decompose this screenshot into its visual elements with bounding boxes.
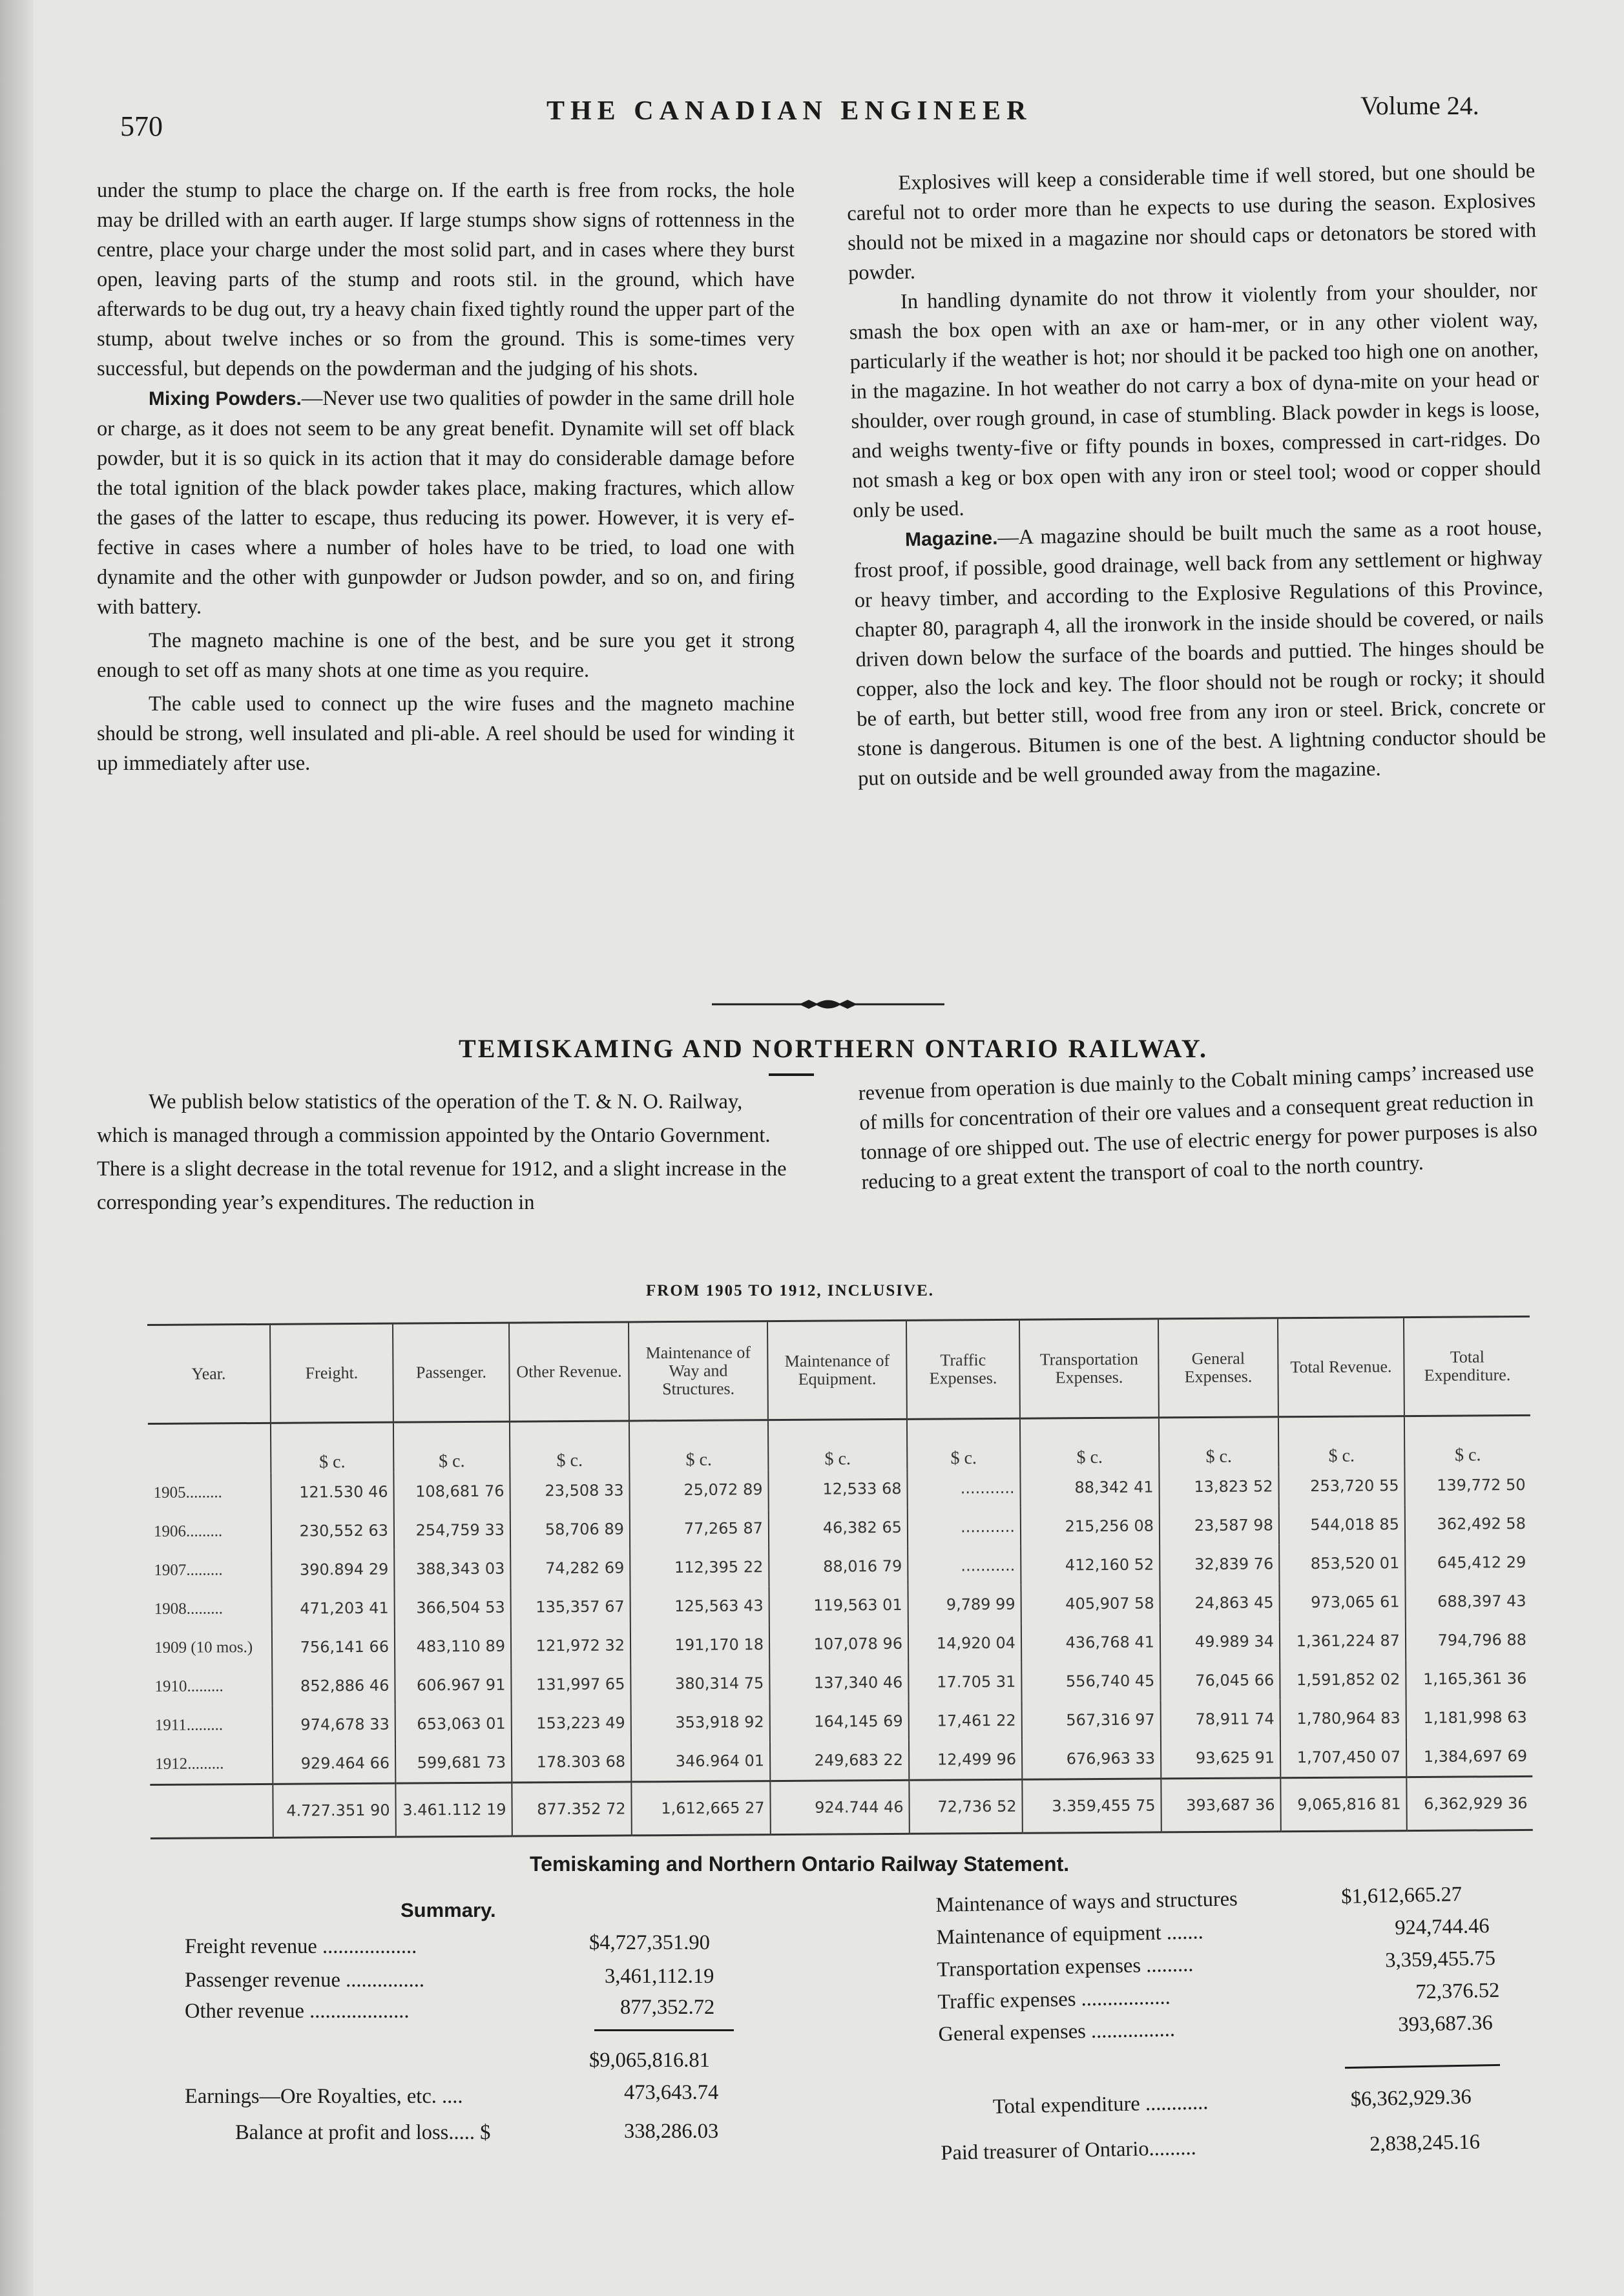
page-number: 570: [120, 110, 163, 142]
table-cell: 230,552 63: [271, 1511, 394, 1551]
table-cell: 1,591,852 02: [1280, 1660, 1406, 1699]
total-expenditure-label: Total expenditure ............: [992, 2091, 1209, 2119]
table-cell: 853,520 01: [1279, 1544, 1405, 1583]
table-cell: 1,361,224 87: [1280, 1621, 1406, 1660]
table-cell: 14,920 04: [908, 1624, 1021, 1663]
table-cell: 139,772 50: [1404, 1465, 1530, 1505]
paid-treasurer-label: Paid treasurer of Ontario.........: [941, 2136, 1197, 2165]
maint-equipment-label: Maintenance of equipment .......: [936, 1920, 1204, 1949]
table-cell: 471,203 41: [272, 1589, 395, 1628]
table-cell: $ c.: [768, 1419, 907, 1470]
table-cell: 137,340 46: [769, 1663, 908, 1702]
table-cell: 362,492 58: [1405, 1504, 1531, 1544]
traffic-label: Traffic expenses .................: [937, 1985, 1171, 2014]
table-cell: 929.464 66: [273, 1744, 395, 1784]
col-header-total-revenue: Total Revenue.: [1278, 1318, 1404, 1417]
paragraph: The cable used to connect up the wire fuses and the magneto machine should be strong, well insulated and pli-able. A reel should be used for winding it up immediately after use.: [97, 692, 795, 775]
table-cell: 756,141 66: [272, 1628, 395, 1667]
table-cell: 13,823 52: [1159, 1467, 1278, 1506]
table-cell: 676,963 33: [1022, 1739, 1161, 1779]
table-cell: ...........: [908, 1507, 1021, 1547]
table-cell: 366,504 53: [395, 1588, 511, 1628]
table-cell: 973,065 61: [1279, 1582, 1405, 1622]
table-cell: 6,362,929 36: [1406, 1776, 1533, 1830]
table-cell: 49.989 34: [1160, 1622, 1280, 1661]
table-cell: 4.727.351 90: [273, 1783, 396, 1837]
table-cell: 46,382 65: [769, 1508, 908, 1547]
table-header-row: [147, 1316, 1530, 1423]
table-cell: 645,412 29: [1405, 1543, 1531, 1582]
article-title: TEMISKAMING AND NORTHERN ONTARIO RAILWAY.: [459, 1034, 1208, 1063]
year-cell: 1907.........: [154, 1561, 223, 1579]
other-revenue-amount: 877,352.72: [620, 1996, 715, 2019]
earnings-label: Earnings—Ore Royalties, etc. ....: [185, 2085, 463, 2108]
table-cell: 12,499 96: [909, 1740, 1022, 1781]
table-cell: 25,072 89: [629, 1470, 768, 1509]
table-cell: 794,796 88: [1406, 1620, 1532, 1660]
table-cell: 556,740 45: [1021, 1661, 1160, 1701]
table-cell: 852,886 46: [272, 1666, 395, 1706]
col-header-transportation: Transportation Expenses.: [1019, 1319, 1159, 1418]
passenger-revenue-label: Passenger revenue ...............: [185, 1969, 424, 1992]
table-cell: 108,681 76: [393, 1472, 510, 1511]
paid-treasurer-amount: 2,838,245.16: [1369, 2130, 1481, 2156]
col-header-maint-equipment: Maintenance of Equipment.: [767, 1320, 907, 1420]
table-cell: ...........: [907, 1469, 1020, 1508]
table-cell: 153,223 49: [512, 1703, 631, 1743]
revenue-subtotal: $9,065,816.81: [589, 2049, 710, 2072]
year-cell: 1906.........: [153, 1522, 223, 1540]
table-cell: 688,397 43: [1405, 1582, 1531, 1621]
total-expenditure-amount: $6,362,929.36: [1350, 2085, 1472, 2111]
table-cell: 77,265 87: [630, 1509, 769, 1548]
freight-revenue-amount: $4,727,351.90: [589, 1931, 710, 1954]
table-cell: 1,165,361 36: [1406, 1659, 1532, 1699]
col-header-passenger: Passenger.: [393, 1323, 510, 1422]
table-cell: 107,078 96: [769, 1624, 908, 1664]
paragraph: under the stump to place the charge on. If the earth is free from rocks, the hole may be drilled with an earth auger. If large stumps show signs of rottenness in the centre, place your charge under the most solid part, and in cases where they burst open, leaving parts of the stump and roots stil. in the ground, which have afterwards to be dug out, try a heavy chain fixed tightly round the upper part of the stump, about twelve inches or so from the ground. This is some-times very successful, but depends on the powderman and the judging of his shots.: [97, 179, 795, 380]
balance-label: Balance at profit and loss..... $: [235, 2121, 491, 2144]
statistics-table: [147, 1316, 1533, 1839]
paragraph: The magneto machine is one of the best, and be sure you get it strong enough to set off as many shots at one time as you require.: [97, 629, 795, 682]
table-cell: 253,720 55: [1278, 1466, 1404, 1505]
table-cell: 380,314 75: [630, 1664, 769, 1703]
table-cell: 974,678 33: [273, 1705, 395, 1744]
table-cell: 254,759 33: [394, 1511, 510, 1550]
table-cell: 599,681 73: [395, 1743, 512, 1784]
paragraph: In handling dynamite do not throw it violently from your shoulder, nor smash the box open with an axe or ham-mer, or in any other violent way, particularly if the weather is hot; nor should it be packed too high one on another, in the magazine. In hot weather do not carry a box of dyna-mite on your head or shoulder, over rough ground, in case of stumbling. Black powder in kegs is loose, and weighs twenty-five or fifty pounds in boxes, compressed in cart-ridges. Do not smash a keg or box open with any iron or steel tool; wood or copper should only be used.: [849, 278, 1541, 522]
traffic-amount: 72,376.52: [1415, 1978, 1500, 2004]
journal-title: THE CANADIAN ENGINEER: [547, 96, 1032, 126]
table-cell: 924.744 46: [770, 1780, 910, 1834]
intro-right: revenue from operation is due mainly to the Cobalt mining camps’ increased use of mills for concentration of their ore values and a consequent great reduction in tonnage of ore shipped out. The use of electric energy for power purposes is also reducing to a great extent the transport of coal to the north country.: [858, 1058, 1538, 1194]
balance-amount: 338,286.03: [624, 2120, 719, 2143]
table-cell: 76,045 66: [1160, 1660, 1280, 1700]
table-cell: 78,911 74: [1161, 1699, 1280, 1739]
table-cell: 567,316 97: [1022, 1700, 1161, 1739]
table-cell: $ c.: [271, 1422, 393, 1473]
table-cell: 412,160 52: [1021, 1545, 1160, 1584]
table-cell: $ c.: [1020, 1418, 1159, 1469]
col-header-other-revenue: Other Revenue.: [509, 1322, 629, 1422]
year-cell: 1912.........: [155, 1755, 224, 1773]
col-header-general: General Expenses.: [1158, 1318, 1278, 1418]
year-cell: 1905.........: [153, 1484, 222, 1502]
transportation-label: Transportation expenses .........: [937, 1952, 1194, 1981]
table-cell: 32,839 76: [1160, 1544, 1279, 1584]
col-header-freight: Freight.: [270, 1323, 393, 1423]
table-cell: 131,997 65: [511, 1664, 630, 1704]
col-header-maint-way: Maintenance of Way and Structures.: [629, 1321, 768, 1421]
maint-ways-label: Maintenance of ways and structures: [935, 1887, 1238, 1917]
table-cell: 178.303 68: [512, 1742, 631, 1783]
totals-row: [150, 1776, 1532, 1838]
year-cell: 1910.........: [154, 1677, 224, 1695]
table-cell: 249,683 22: [770, 1741, 909, 1781]
table-cell: $ c.: [629, 1420, 768, 1471]
year-cell: 1909 (10 mos.): [154, 1639, 253, 1657]
freight-revenue-label: Freight revenue ..................: [185, 1935, 417, 1958]
table-cell: 121,972 32: [511, 1626, 630, 1665]
table-cell: 436,768 41: [1021, 1622, 1160, 1662]
table-cell: 877.352 72: [512, 1782, 632, 1836]
table-cell: 1,384,697 69: [1406, 1737, 1532, 1777]
table-cell: 1,780,964 83: [1280, 1699, 1406, 1738]
summary-title: Summary.: [401, 1899, 496, 1921]
table-cell: 393,687 36: [1161, 1778, 1281, 1832]
table-cell: 405,907 58: [1021, 1584, 1160, 1623]
table-cell: 1,181,998 63: [1406, 1698, 1532, 1737]
intro-left: [97, 1085, 795, 1219]
transportation-amount: 3,359,455.75: [1384, 1946, 1496, 1972]
table-cell: $ c.: [1278, 1416, 1404, 1467]
table-cell: 88,342 41: [1020, 1467, 1159, 1507]
run-in-heading: Magazine.: [904, 527, 998, 551]
general-label: General expenses ................: [938, 2018, 1176, 2046]
table-cell: 390.894 29: [271, 1550, 394, 1589]
col-header-year: Year.: [147, 1324, 271, 1423]
intro-left-text: We publish below statistics of the operation of the T. & N. O. Railway, which is managed through a commission appointed by the Ontario Government. There is a slight decrease in the total revenue for 1912, and a slight increase in the corresponding year’s expenditures. The reduction in: [97, 1090, 787, 1214]
title-rule: [769, 1073, 814, 1076]
table-cell: ...........: [908, 1546, 1021, 1586]
year-cell: [150, 1784, 273, 1838]
table-cell: 125,563 43: [630, 1586, 769, 1626]
right-column: [846, 156, 1546, 794]
paragraph-mixing-powders: [97, 384, 795, 622]
paragraph-text: —Never use two qualities of powder in the same drill hole or charge, as it does not seem to be any great benefit. Dynamite will set off black powder, but it is so quick in its action that it may do considerable damage before the total ignition of the black powder takes place, making fractures, which allow the gases of the latter to escape, thus reducing its power. However, it is very ef-fective in cases where a number of holes have to be tried, to load one with dynamite and the other with gunpowder or Judson powder, and so on, and firing with battery.: [97, 387, 795, 619]
table-cell: 388,343 03: [394, 1549, 510, 1589]
table-cell: 23,508 33: [510, 1471, 629, 1510]
table-cell: 544,018 85: [1279, 1505, 1405, 1544]
table-cell: 1,612,665 27: [631, 1781, 771, 1836]
earnings-amount: 473,643.74: [624, 2081, 719, 2104]
section-divider-ornament: [712, 995, 944, 1014]
paragraph: Explosives will keep a considerable time if well stored, but one should be careful not to order more than he expects to use during the season. Explosives should not be mixed in a magazine nor should caps or detonators be stored with powder.: [846, 159, 1537, 285]
table-cell: $ c.: [907, 1418, 1020, 1469]
table-cell: 215,256 08: [1021, 1506, 1160, 1546]
table-subtitle: FROM 1905 TO 1912, INCLUSIVE.: [646, 1282, 935, 1299]
statement-title: Temiskaming and Northern Ontario Railway Statement.: [530, 1852, 1070, 1876]
table-cell: $ c.: [393, 1422, 510, 1473]
table-cell: 112,395 22: [630, 1547, 769, 1587]
table-cell: 121.530 46: [271, 1473, 393, 1512]
table-cell: 9,065,816 81: [1280, 1777, 1407, 1832]
paragraph-magazine: [853, 512, 1547, 793]
table-cell: [148, 1423, 271, 1474]
table-cell: 17,461 22: [909, 1701, 1022, 1741]
table-cell: 191,170 18: [630, 1625, 769, 1664]
table-cell: 606.967 91: [395, 1666, 511, 1705]
table-cell: $ c.: [510, 1421, 629, 1472]
table-cell: 164,145 69: [770, 1702, 909, 1741]
table-cell: 119,563 01: [769, 1586, 908, 1625]
table-cell: 483,110 89: [395, 1627, 511, 1666]
left-column: [97, 176, 795, 778]
table-cell: 88,016 79: [769, 1547, 908, 1586]
table-cell: 3.359,455 75: [1022, 1779, 1161, 1833]
units-row: [148, 1415, 1530, 1474]
col-header-total-expenditure: Total Expenditure.: [1404, 1316, 1530, 1416]
table-cell: 24,863 45: [1160, 1583, 1279, 1622]
paragraph-text: —A magazine should be built much the same as a root house, frost proof, if possible, good drainage, well back from any settlement or highway or heavy timber, and according to the Explosive Regulations of this Province, chapter 80, paragraph 4, all the ironwork in the inside should be covered, or nails driven down below the surface of the boards and puttied. The hinges should be copper, also the lock and key. The floor should not be rough or rocky; it should be of earth, but better still, wood free from any iron or steel. Brick, concrete or stone is dangerous. Bitumen is one of the best. A lightning conductor should be put on outside and be well grounded away from the magazine.: [853, 515, 1546, 791]
table-cell: $ c.: [1159, 1417, 1278, 1468]
maint-equipment-amount: 924,744.46: [1394, 1914, 1490, 1940]
run-in-heading: Mixing Powders.: [149, 388, 302, 409]
table-cell: 135,357 67: [511, 1587, 630, 1626]
table-cell: 93,625 91: [1161, 1738, 1280, 1779]
other-revenue-label: Other revenue ...................: [185, 2000, 410, 2023]
summary-rule: [594, 2029, 734, 2031]
table-cell: 17.705 31: [908, 1662, 1021, 1702]
table-cell: 353,918 92: [631, 1702, 770, 1742]
volume-label: Volume 24.: [1360, 91, 1479, 120]
general-amount: 393,687.36: [1398, 2011, 1494, 2037]
table-cell: 74,282 69: [510, 1548, 630, 1588]
book-binding-edge: [0, 0, 34, 2296]
col-header-traffic: Traffic Expenses.: [906, 1319, 1020, 1419]
table-cell: 23,587 98: [1160, 1505, 1279, 1545]
table-cell: 3.461.112 19: [395, 1783, 512, 1837]
table-cell: 346.964 01: [631, 1741, 770, 1782]
table-cell: $ c.: [1404, 1415, 1530, 1466]
table-cell: 653,063 01: [395, 1704, 512, 1744]
passenger-revenue-amount: 3,461,112.19: [605, 1965, 714, 1988]
table-cell: 58,706 89: [510, 1509, 630, 1549]
maint-ways-amount: $1,612,665.27: [1340, 1882, 1463, 1908]
year-cell: 1908.........: [154, 1600, 224, 1618]
table-cell: 1,707,450 07: [1280, 1737, 1406, 1778]
table-cell: 12,533 68: [768, 1469, 907, 1509]
year-cell: 1911.........: [154, 1716, 224, 1734]
table-cell: 72,736 52: [909, 1779, 1023, 1834]
table-cell: 9,789 99: [908, 1585, 1021, 1624]
